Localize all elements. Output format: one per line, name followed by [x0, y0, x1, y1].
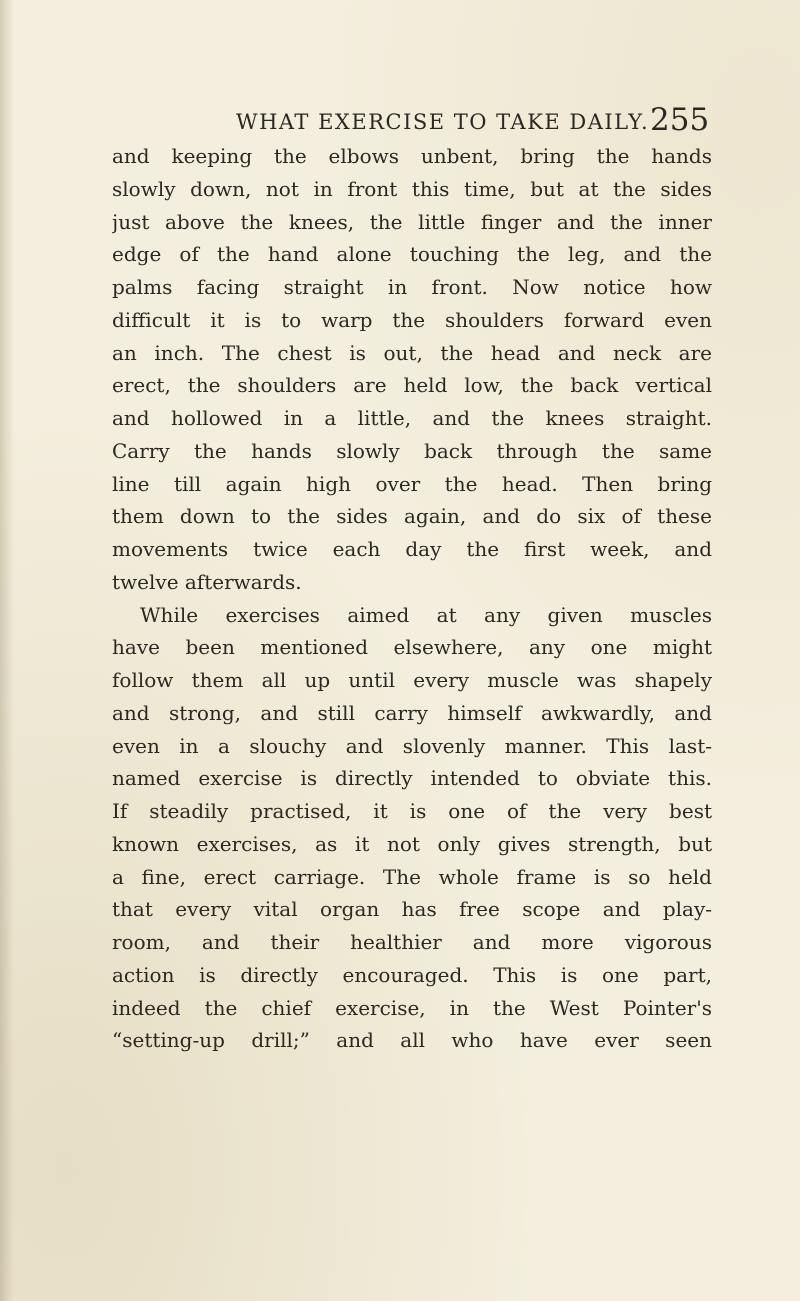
- text-line: erect, the shoulders are held low, the back vertical: [112, 373, 712, 398]
- text-line: palms facing straight in front. Now notice how: [112, 275, 712, 299]
- paragraph-1: [112, 140, 712, 599]
- text-line: action is directly encouraged. This is one part,: [112, 962, 712, 987]
- paragraph-2: [112, 599, 712, 1058]
- text-line: If steadily practised, it is one of the very best: [112, 799, 712, 823]
- text-line: have been mentioned elsewhere, any one might: [112, 635, 712, 660]
- running-head: [0, 102, 800, 142]
- text-line: and strong, and still carry himself awkwardly, and: [112, 700, 712, 725]
- text-line: line till again high over the head. Then bring: [112, 471, 712, 496]
- body-text: [112, 140, 712, 1057]
- text-line: While exercises aimed at any given muscles: [140, 602, 712, 627]
- text-line: a fine, erect carriage. The whole frame is so held: [112, 864, 712, 889]
- text-line: named exercise is directly intended to obviate this.: [112, 766, 712, 791]
- text-line: “setting-up drill;” and all who have ever seen: [112, 1028, 712, 1053]
- text-line: follow them all up until every muscle was shapely: [112, 668, 712, 692]
- text-line: difficult it is to warp the shoulders forward even: [112, 307, 712, 332]
- text-line: even in a slouchy and slovenly manner. This last-: [112, 733, 712, 758]
- page-number: 255: [650, 102, 710, 138]
- text-line: movements twice each day the first week, and: [112, 537, 712, 561]
- text-line: them down to the sides again, and do six of these: [112, 504, 712, 529]
- text-line: that every vital organ has free scope and play-: [112, 897, 712, 922]
- page-edge-shadow: [0, 0, 14, 1301]
- text-line: known exercises, as it not only gives strength, but: [112, 831, 712, 856]
- text-line: Carry the hands slowly back through the same: [112, 438, 712, 463]
- text-line: an inch. The chest is out, the head and neck are: [112, 340, 712, 365]
- text-line: room, and their healthier and more vigorous: [112, 930, 712, 954]
- running-title: WHAT EXERCISE TO TAKE DAILY.: [236, 110, 650, 134]
- text-line: slowly down, not in front this time, but at the sides: [112, 176, 712, 201]
- text-line: twelve afterwards.: [112, 569, 302, 594]
- text-line: and keeping the elbows unbent, bring the hands: [112, 144, 712, 168]
- text-line: and hollowed in a little, and the knees straight.: [112, 406, 712, 430]
- text-line: just above the knees, the little finger and the inner: [112, 209, 712, 234]
- text-line: edge of the hand alone touching the leg, and the: [112, 242, 712, 267]
- text-line: indeed the chief exercise, in the West Pointer's: [112, 995, 712, 1020]
